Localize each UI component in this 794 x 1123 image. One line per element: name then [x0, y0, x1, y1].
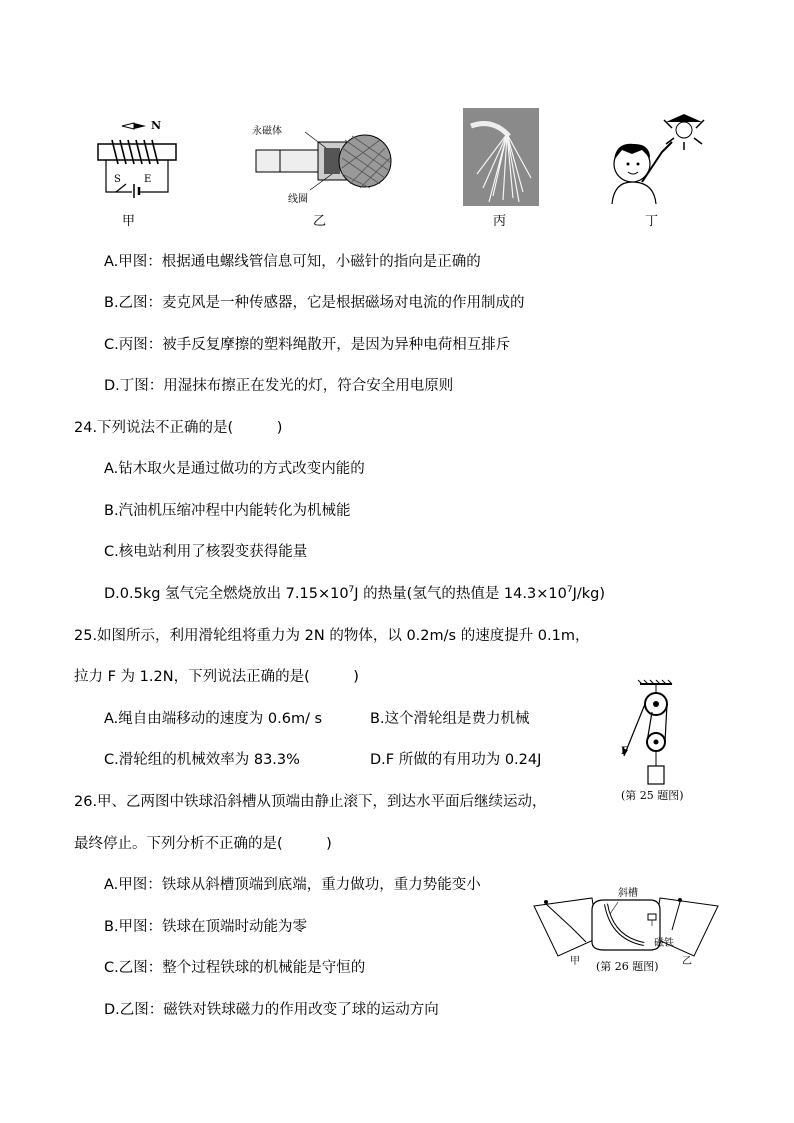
battery-label: E — [144, 174, 152, 185]
solenoid-diagram — [90, 118, 180, 203]
q25-option-d: D.F 所做的有用功为 0.24J — [370, 752, 542, 768]
q26-stem-line2: 最终停止。下列分析不正确的是( ) — [74, 836, 332, 852]
figure-label-bing: 丙 — [493, 214, 507, 229]
boy-lamp-drawing — [602, 108, 707, 208]
chute-label: 斜槽 — [618, 888, 638, 899]
figure-pulley — [612, 680, 702, 805]
q24-stem: 24.下列说法不正确的是( ) — [74, 420, 283, 436]
q26-option-a: A.甲图：铁球从斜槽顶端到底端，重力做功，重力势能变小 — [104, 877, 481, 893]
rope-photo-image — [463, 108, 539, 206]
figure-rope-photo — [463, 108, 539, 228]
q25-option-c: C.滑轮组的机械效率为 83.3% — [104, 752, 300, 768]
figure-label-ding: 丁 — [645, 214, 659, 229]
q25-option-a: A.绳自由端移动的速度为 0.6m/ s — [104, 711, 323, 727]
right-figure-label: 乙 — [682, 956, 692, 967]
force-label: F — [621, 746, 629, 757]
q26-option-b: B.甲图：铁球在顶端时动能为零 — [104, 919, 308, 935]
pulley-diagram — [612, 680, 702, 790]
coil-label: 线圈 — [288, 194, 308, 205]
q24-option-a: A.钻木取火是通过做功的方式改变内能的 — [104, 461, 365, 477]
q24-option-d-part1: D.0.5kg 氢气完全燃烧放出 7.15×10 — [104, 586, 349, 602]
left-figure-label: 甲 — [570, 956, 580, 967]
q23-option-c: C.丙图：被手反复摩擦的塑料绳散开，是因为异种电荷相互排斥 — [104, 337, 511, 353]
q24-option-d — [104, 584, 605, 604]
q24-option-d-part3: J/kg) — [572, 586, 605, 602]
q24-option-d-exp1: 7 — [348, 585, 355, 596]
q26-option-c: C.乙图：整个过程铁球的机械能是守恒的 — [104, 960, 366, 976]
q23-option-d: D.丁图：用湿抹布擦正在发光的灯，符合安全用电原则 — [104, 378, 454, 394]
q23-option-b: B.乙图：麦克风是一种传感器，它是根据磁场对电流的作用制成的 — [104, 295, 525, 311]
switch-label: S — [114, 174, 121, 185]
q24-option-d-part2: J 的热量(氢气的热值是 14.3×10 — [354, 586, 567, 602]
q26-stem-line1: 26.甲、乙两图中铁球沿斜槽从顶端由静止滚下，到达水平面后继续运动， — [74, 794, 547, 810]
figure-solenoid — [90, 118, 180, 228]
q26-option-d: D.乙图：磁铁对铁球磁力的作用改变了球的运动方向 — [104, 1002, 439, 1018]
q25-stem-line1: 25.如图所示，利用滑轮组将重力为 2N 的物体，以 0.2m/s 的速度提升 0.1m， — [74, 628, 590, 644]
q24-option-c: C.核电站利用了核裂变获得能量 — [104, 544, 308, 560]
figure-chute — [532, 880, 722, 972]
q25-option-b: B.这个滑轮组是费力机械 — [370, 711, 530, 727]
q24-option-b: B.汽油机压缩冲程中内能转化为机械能 — [104, 503, 351, 519]
compass-north-label: N — [151, 119, 162, 132]
q25-figure-caption: (第 25 题图) — [621, 789, 684, 802]
figure-microphone — [250, 118, 400, 228]
q26-figure-caption: (第 26 题图) — [596, 960, 659, 973]
figure-label-yi: 乙 — [313, 214, 327, 229]
q24-option-d-exp2: 7 — [566, 585, 573, 596]
q25-stem-line2: 拉力 F 为 1.2N，下列说法正确的是( ) — [74, 669, 359, 685]
figure-boy-lamp — [602, 108, 707, 228]
figure-label-jia: 甲 — [122, 214, 136, 229]
permanent-magnet-label: 永磁体 — [252, 126, 282, 137]
magnet-label: 磁铁 — [654, 938, 674, 949]
q23-option-a: A.甲图：根据通电螺线管信息可知，小磁针的指向是正确的 — [104, 254, 481, 270]
